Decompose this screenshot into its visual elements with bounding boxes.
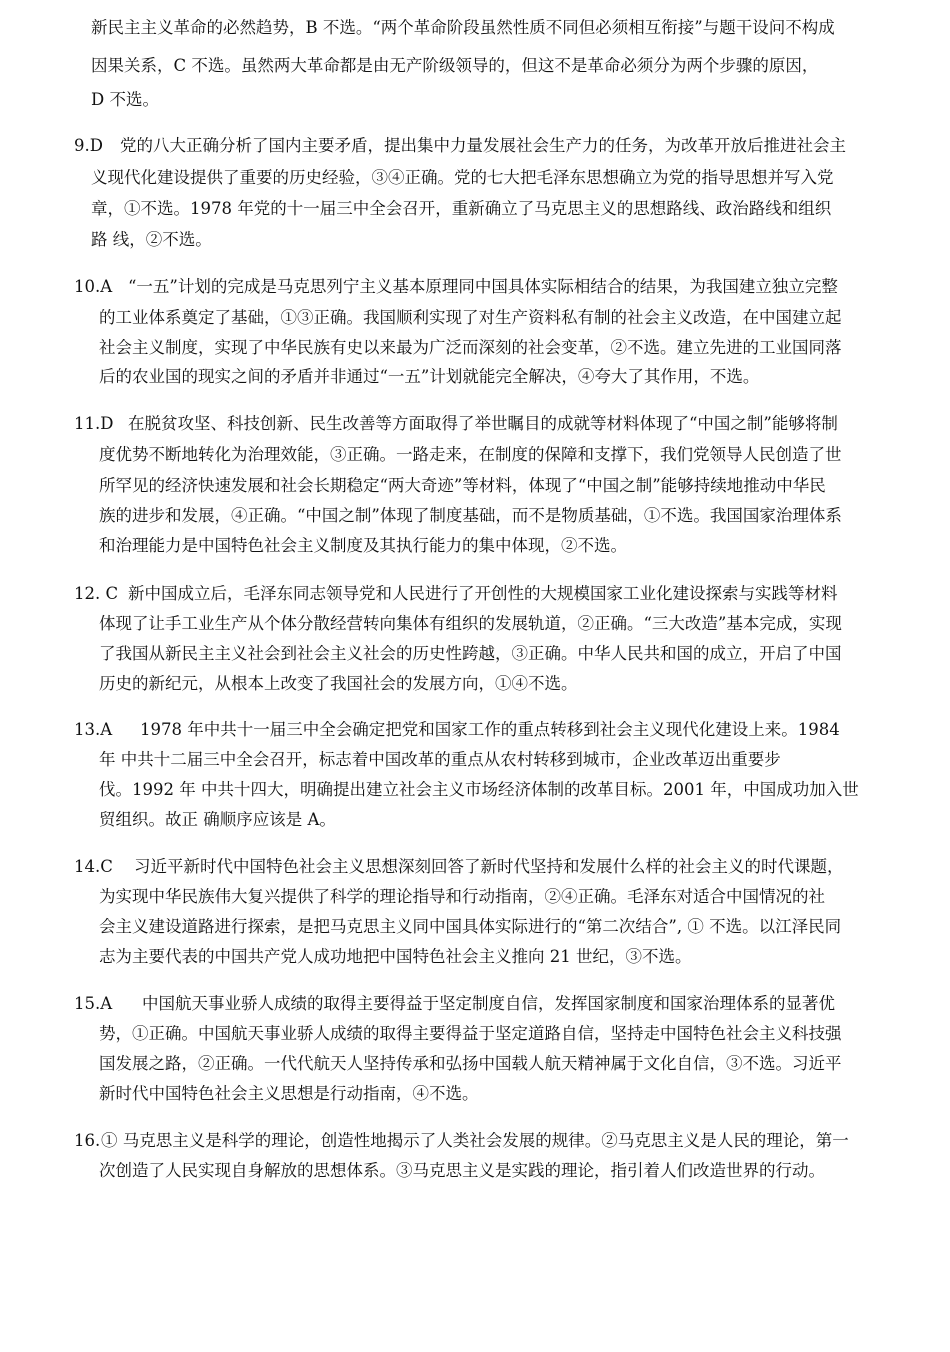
text-line: 贸组织。故正 确顺序应该是 A。	[99, 810, 336, 829]
text-line: 度优势不断地转化为治理效能，③正确。一路走来，在制度的保障和支撑下，我们党领导人民创造了世	[99, 445, 842, 464]
item-number: 16.	[74, 1131, 101, 1150]
text-line: 社会主义制度，实现了中华民族有史以来最为广泛而深刻的社会变革，②不选。建立先进的工业国同落	[99, 338, 842, 357]
text-line: 1978 年中共十一届三中全会确定把党和国家工作的重点转移到社会主义现代化建设上来。1984	[140, 720, 840, 739]
text-line: 伐。1992 年 中共十四大，明确提出建立社会主义市场经济体制的改革目标。2001 年，中国成功加入世	[99, 780, 859, 799]
text-line: 习近平新时代中国特色社会主义思想深刻回答了新时代坚持和发展什么样的社会主义的时代课题，	[134, 857, 844, 876]
text-line: D 不选。	[91, 90, 159, 109]
text-line: “一五”计划的完成是马克思列宁主义基本原理同中国具体实际相结合的结果，为我国建立独立完整	[128, 277, 838, 296]
text-line: 次创造了人民实现自身解放的思想体系。③马克思主义是实践的理论，指引着人们改造世界的行动。	[99, 1161, 825, 1180]
text-line: 年 中共十二届三中全会召开，标志着中国改革的重点从农村转移到城市，企业改革迈出重要步	[99, 750, 781, 769]
text-line: 势，①正确。中国航天事业骄人成绩的取得主要得益于坚定道路自信，坚持走中国特色社会主义科技强	[99, 1024, 842, 1043]
item-number: 13.A	[74, 720, 113, 739]
item-number: 9.D	[74, 136, 103, 155]
text-line: 族的进步和发展，④正确。“中国之制”体现了制度基础，而不是物质基础，①不选。我国国家治理体系	[99, 506, 842, 525]
text-line: 在脱贫攻坚、科技创新、民生改善等方面取得了举世瞩目的成就等材料体现了“中国之制”能够将制	[128, 414, 838, 433]
text-line: 新时代中国特色社会主义思想是行动指南，④不选。	[99, 1084, 479, 1103]
text-line: 体现了让手工业生产从个体分散经营转向集体有组织的发展轨道，②正确。“三大改造”基本完成，实现	[99, 614, 842, 633]
item-number: 11.D	[74, 414, 114, 433]
text-line: 的工业体系奠定了基础，①③正确。我国顺利实现了对生产资料私有制的社会主义改造，在中国建立起	[99, 308, 842, 327]
item-number: 14.C	[74, 857, 113, 876]
text-line: 因果关系，C 不选。虽然两大革命都是由无产阶级领导的，但这不是革命必须分为两个步骤的原因，	[91, 56, 819, 75]
text-line: 义现代化建设提供了重要的历史经验，③④正确。党的七大把毛泽东思想确立为党的指导思想并写入党	[91, 168, 834, 187]
text-line: 国发展之路，②正确。一代代航天人坚持传承和弘扬中国载人航天精神属于文化自信，③不选。习近平	[99, 1054, 842, 1073]
text-line: 会主义建设道路进行探索，是把马克思主义同中国具体实际进行的“第二次结合”, ① 不选。以江泽民同	[99, 917, 842, 936]
text-line: 党的八大正确分析了国内主要矛盾，提出集中力量发展社会生产力的任务，为改革开放后推进社会主	[120, 136, 846, 155]
item-number: 10.A	[74, 277, 113, 296]
text-line: 志为主要代表的中国共产党人成功地把中国特色社会主义推向 21 世纪，③不选。	[99, 947, 692, 966]
text-line: 了我国从新民主主义社会到社会主义社会的历史性跨越，③正确。中华人民共和国的成立，开启了中国	[99, 644, 842, 663]
text-line: ① 马克思主义是科学的理论，创造性地揭示了人类社会发展的规律。②马克思主义是人民的理论，第一	[101, 1131, 849, 1150]
text-line: 为实现中华民族伟大复兴提供了科学的理论指导和行动指南，②④正确。毛泽东对适合中国情况的社	[99, 887, 825, 906]
text-line: 后的农业国的现实之间的矛盾并非通过“一五”计划就能完全解决，④夸大了其作用，不选。	[99, 367, 760, 386]
text-line: 新中国成立后，毛泽东同志领导党和人民进行了开创性的大规模国家工业化建设探索与实践等材料	[128, 584, 838, 603]
text-line: 和治理能力是中国特色社会主义制度及其执行能力的集中体现，②不选。	[99, 536, 627, 555]
text-line: 新民主主义革命的必然趋势，B 不选。“两个革命阶段虽然性质不同但必须相互衔接”与题干设问不构成	[91, 18, 835, 37]
item-number: 15.A	[74, 994, 113, 1013]
text-line: 章，①不选。1978 年党的十一届三中全会召开，重新确立了马克思主义的思想路线、政治路线和组织	[91, 199, 832, 218]
text-line: 历史的新纪元，从根本上改变了我国社会的发展方向，①④不选。	[99, 674, 578, 693]
text-line: 中国航天事业骄人成绩的取得主要得益于坚定制度自信，发挥国家制度和国家治理体系的显著优	[142, 994, 835, 1013]
item-number: 12. C	[74, 584, 119, 603]
text-line: 路 线，②不选。	[91, 230, 212, 249]
text-line: 所罕见的经济快速发展和社会长期稳定“两大奇迹”等材料，体现了“中国之制”能够持续地推动中华民	[99, 476, 826, 495]
